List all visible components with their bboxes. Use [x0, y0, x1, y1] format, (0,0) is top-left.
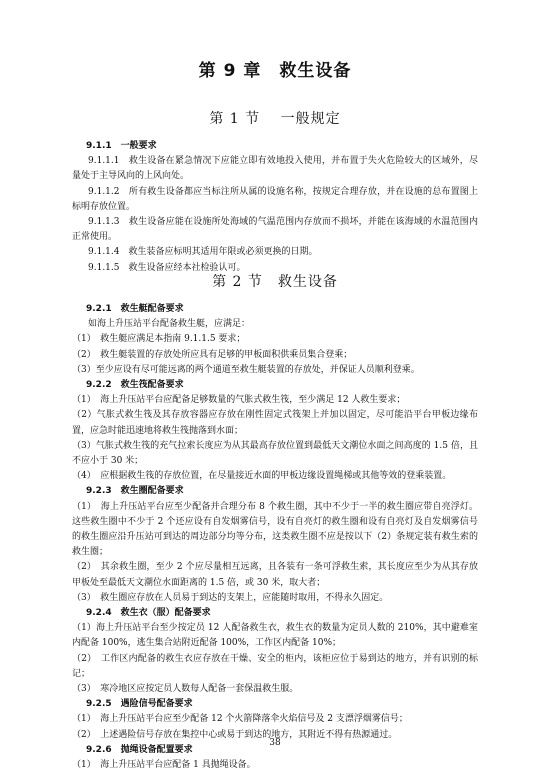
page-number: 38: [269, 738, 281, 748]
paragraph: 9.1.1.2 所有救生设备都应当标注所从属的设施名称，按规定合理存放，并在设施的总布置图上标明存放位置。: [72, 186, 478, 212]
paragraph: （1） 海上升压站平台应配备 1 具抛绳设备。: [72, 760, 256, 771]
paragraph: （1） 海上升压站平台应至少配备并合理分布 8 个救生圈，其中不少于一半的救生圈应带自亮浮灯。这些救生圈中不少于 2 个还应设有自发烟雾信号，设有自亮灯的救生圈和设有自亮灯及自发烟雾信号的救生圈应沿升压站可到达的周边部分均等分布，这类救生圈不应是按以下（2）条规定装有救生索的救生圈；: [72, 501, 478, 558]
paragraph: （2）气胀式救生筏及其存放容器应存放在刚性固定式筏架上并加以固定，尽可能沿平台甲板边缘布置，应急时能迅速地将救生筏抛落到水面；: [72, 410, 478, 436]
paragraph: （3） 寒冷地区应按定员人数每人配备一套保温救生服。: [72, 684, 299, 695]
paragraph: （4） 应根据救生筏的存放位置，在尽量接近水面的甲板边缘设置绳梯或其他等效的登乘装置。: [72, 471, 452, 482]
paragraph: （3）气胀式救生筏的充气拉索长度应为从其最高存放位置到最低天文潮位水面之间高度的 1.5 倍，且不应小于 30 米；: [72, 440, 478, 467]
clause-heading: 9.1.1 一般要求: [86, 141, 157, 151]
section-2-title: 第 2 节 救生设备: [212, 274, 338, 290]
paragraph: 9.1.1.1 救生设备在紧急情况下应能立即有效地投入使用，并布置于失火危险较大的区域外，尽量处于主导风向的上风向处。: [72, 156, 478, 182]
paragraph: （3） 救生圈应存放在人员易于到达的支架上，应能随时取用，不得永久固定。: [72, 592, 389, 603]
paragraph: 9.1.1.3 救生设备应能在设施所处海域的气温范围内存放而不损坏，并能在该海域的水温范围内正常使用。: [72, 217, 478, 243]
paragraph: （1）海上升压站平台至少按定员 12 人配备救生衣，救生衣的数量为定员人数的 210%，其中避难室内配备 100%，逃生集合站附近配备 100%，工作区内配备 10%；: [72, 623, 478, 649]
paragraph: 9.1.1.4 救生装备应标明其适用年限或必须更换的日期。: [88, 247, 318, 258]
paragraph: （2） 工作区内配备的救生衣应存放在干燥、安全的柜内，该柜应位于易到达的地方，并有识别的标记；: [72, 653, 478, 679]
clause-heading: 9.2.6 抛绳设备配置要求: [86, 744, 193, 755]
paragraph: （1） 海上升压站平台应至少配备 12 个火箭降落伞火焰信号及 2 支漂浮烟雾信号；: [72, 714, 408, 725]
paragraph: 如海上升压站平台配备救生艇，应满足：: [88, 319, 251, 330]
paragraph: 9.1.1.5 救生设备应经本社检验认可。: [88, 262, 246, 273]
paragraph: （1） 救生艇应满足本指南 9.1.1.5 要求；: [72, 334, 246, 345]
chapter-title: 第 9 章 救生设备: [198, 61, 352, 81]
paragraph: （3）至少应设有尽可能远离的两个通道至救生艇装置的存放处，并保证人员顺利登乘。: [72, 364, 420, 375]
paragraph: （2） 救生艇装置的存放处所应具有足够的甲板面积供乘员集合登乘；: [72, 349, 353, 360]
paragraph: （1） 海上升压站平台应配备足够数量的气胀式救生筏，至少满足 12 人救生要求；: [72, 395, 406, 406]
section-1-title: 第 1 节 一般规定: [209, 111, 341, 127]
paragraph: （2） 其余救生圈，至少 2 个应尽量相互远离，且各装有一条可浮救生索，其长度应至少为从其存放甲板处至最低天文潮位水面距离的 1.5 倍，或 30 米，取大者；: [72, 562, 478, 588]
section-1-body: [72, 139, 478, 276]
clause-heading: 9.2.4 救生衣（服）配备要求: [86, 608, 211, 619]
section-2-body: [72, 302, 478, 773]
paragraph: （2） 上述遇险信号存放在集控中心或易于到达的地方，其附近不得有热源通过。: [72, 729, 398, 740]
clause-heading: 9.2.5 遇险信号配备要求: [86, 699, 193, 710]
clause-heading: 9.2.2 救生筏配备要求: [86, 380, 184, 391]
clause-heading: 9.2.3 救生圈配备要求: [86, 486, 184, 497]
clause-heading: 9.2.1 救生艇配备要求: [86, 304, 184, 314]
